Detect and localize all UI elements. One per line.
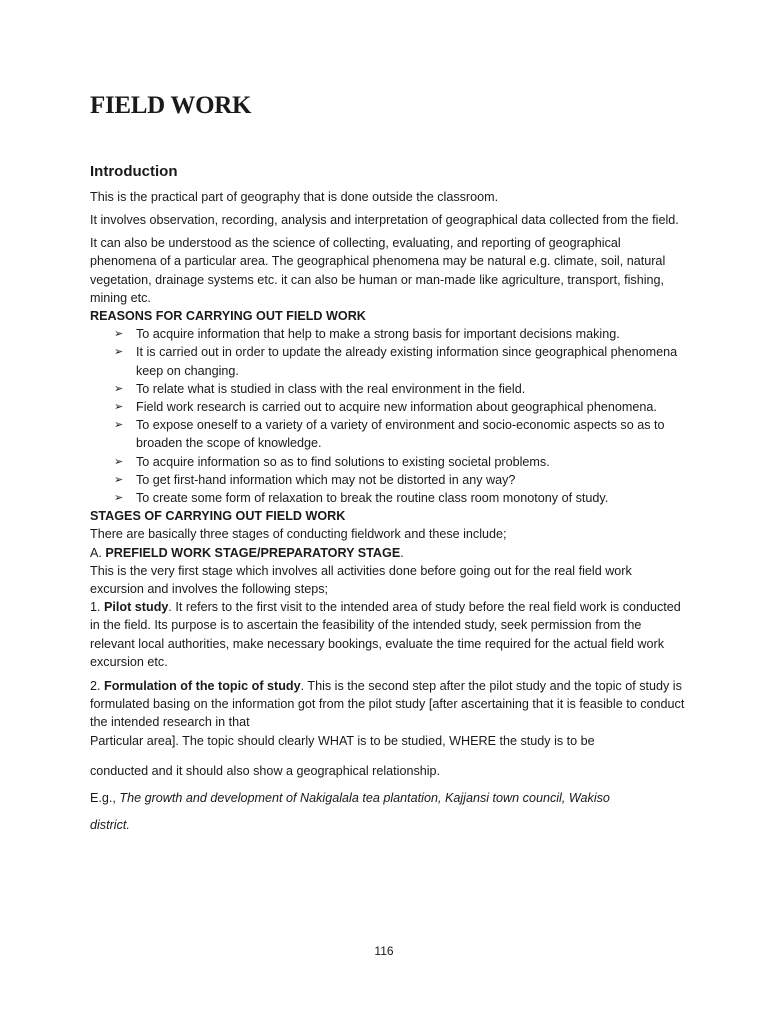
example-topic: The growth and development of Nakigalala tea plantation, Kajjansi town council, Wakiso bbox=[119, 791, 610, 806]
arrowhead-bullet-icon: ➢ bbox=[114, 473, 124, 486]
list-item bbox=[114, 489, 686, 507]
page-title: FIELD WORK bbox=[90, 92, 252, 119]
arrowhead-bullet-icon: ➢ bbox=[114, 382, 124, 395]
reasons-list bbox=[90, 325, 686, 507]
stages-heading: STAGES OF CARRYING OUT FIELD WORK bbox=[90, 509, 346, 524]
step-2-continued: Particular area]. The topic should clearly WHAT is to be studied, WHERE the study is to be bbox=[90, 733, 595, 748]
stage-a-title: PREFIELD WORK STAGE/PREPARATORY STAGE bbox=[105, 545, 401, 560]
arrowhead-bullet-icon: ➢ bbox=[114, 346, 124, 359]
intro-paragraph-2: It involves observation, recording, analysis and interpretation of geographical data collected from the field. bbox=[90, 213, 679, 228]
list-item bbox=[114, 343, 686, 379]
intro-heading: Introduction bbox=[90, 163, 178, 180]
step-2-title: Formulation of the topic of study bbox=[104, 679, 301, 694]
step-1-paragraph bbox=[90, 598, 686, 671]
example-topic-continued: district. bbox=[90, 818, 130, 833]
arrowhead-bullet-icon: ➢ bbox=[114, 328, 124, 341]
stage-a-prefix: A. bbox=[90, 545, 106, 560]
list-item-text: To acquire information that help to make a strong basis for important decisions making. bbox=[136, 327, 620, 342]
list-item bbox=[114, 416, 686, 452]
step-2-number: 2. bbox=[90, 679, 105, 694]
stages-intro: There are basically three stages of conducting fieldwork and these include; bbox=[90, 527, 507, 542]
step-1-number: 1. bbox=[90, 600, 105, 615]
list-item-text: To acquire information so as to find solutions to existing societal problems. bbox=[136, 454, 550, 469]
step-2-conclusion: conducted and it should also show a geographical relationship. bbox=[90, 763, 441, 778]
list-item bbox=[114, 325, 686, 343]
example-line bbox=[90, 789, 686, 807]
list-item-text: Field work research is carried out to acquire new information about geographical phenomena. bbox=[136, 400, 657, 415]
list-item-text: To expose oneself to a variety of a variety of environment and socio-economic aspects so as to broaden the scope of knowledge. bbox=[136, 418, 665, 451]
step-2-text: . This is the second step after the pilot study and the topic of study is formulated basing on the information got from the pilot study [after ascertaining that it is feasible to conduct the intended research in that bbox=[90, 679, 685, 730]
example-prefix: E.g., bbox=[90, 791, 120, 806]
page-number: 116 bbox=[374, 944, 394, 958]
step-2-paragraph bbox=[90, 677, 686, 732]
example-line-continued bbox=[90, 816, 686, 834]
list-item-text: To get first-hand information which may not be distorted in any way? bbox=[136, 472, 516, 487]
list-item-text: To relate what is studied in class with the real environment in the field. bbox=[136, 381, 526, 396]
intro-paragraph-1: This is the practical part of geography that is done outside the classroom. bbox=[90, 190, 499, 204]
intro-paragraph-3: It can also be understood as the science of collecting, evaluating, and reporting of geographical phenomena of a particular area. The geographical phenomena may be natural e.g. climate, soil, natural vegetation, drainage systems etc. it can also be human or man-made like agriculture, transport, fishing, mining etc. bbox=[90, 236, 666, 305]
list-item bbox=[114, 398, 686, 416]
reasons-heading: REASONS FOR CARRYING OUT FIELD WORK bbox=[90, 309, 366, 324]
document-body bbox=[90, 162, 686, 835]
list-item-text: To create some form of relaxation to break the routine class room monotony of study. bbox=[136, 491, 609, 506]
stage-a-suffix: . bbox=[400, 545, 404, 560]
arrowhead-bullet-icon: ➢ bbox=[114, 401, 124, 414]
list-item-text: It is carried out in order to update the already existing information since geographical phenomena keep on changing. bbox=[136, 345, 678, 378]
list-item bbox=[114, 380, 686, 398]
arrowhead-bullet-icon: ➢ bbox=[114, 455, 124, 468]
step-1-text: . It refers to the first visit to the intended area of study before the real field work is conducted in the field. Its purpose is to ascertain the feasibility of the intended study, seek permission from the relevant local authorities, make necessary bookings, evaluate the time required for the actual field work excursion etc. bbox=[90, 600, 681, 669]
stage-a-heading bbox=[90, 544, 686, 562]
arrowhead-bullet-icon: ➢ bbox=[114, 492, 124, 505]
stage-a-description: This is the very first stage which involves all activities done before going out for the real field work excursion and involves the following steps; bbox=[90, 563, 632, 597]
list-item bbox=[114, 453, 686, 471]
step-1-title: Pilot study bbox=[104, 600, 169, 615]
arrowhead-bullet-icon: ➢ bbox=[114, 419, 124, 432]
list-item bbox=[114, 471, 686, 489]
